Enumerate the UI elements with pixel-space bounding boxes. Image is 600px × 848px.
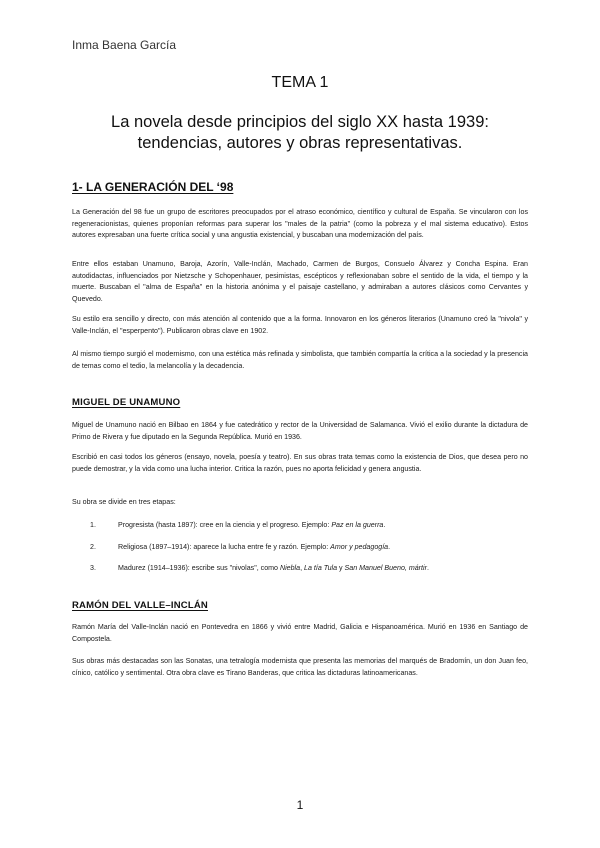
stage-number: 1.: [90, 521, 96, 529]
stage-number: 3.: [90, 564, 96, 572]
stage-text: Progresista (hasta 1897): cree en la ciencia y el progreso. Ejemplo:: [118, 521, 332, 529]
stage-text: Madurez (1914–1936): escribe sus "nivolas", como: [118, 564, 280, 572]
stage-text: Religiosa (1897–1914): aparece la lucha entre fe y razón. Ejemplo:: [118, 543, 331, 551]
title-line-2: tendencias, autores y obras representativas.: [137, 134, 463, 152]
tema-label: TEMA 1: [271, 74, 329, 91]
paragraph-generacion-style: Su estilo era sencillo y directo, con más atención al contenido que a la forma. Innovaron en los géneros literarios (Unamuno creó la "nivola" y Valle-Inclán, el "esperpento"). Publicaron obras clave en 1902.: [72, 315, 528, 335]
author-header: Inma Baena García: [72, 38, 177, 52]
stage-end: .: [383, 521, 386, 529]
paragraph-generacion-intro: La Generación del 98 fue un grupo de escritores preocupados por el atraso económico, científico y cultural de España. Se vincularon con los regeneracionistas, quienes proponían reformas para superar los "males de la patria" (como la pobreza y el mal sistema educativo). Estos autores expresaban una fuerte crítica social y una angustia existencial, y buscaban una modernización del país.: [72, 208, 528, 240]
paragraph-unamuno-works: Escribió en casi todos los géneros (ensayo, novela, poesía y teatro). En sus obras trata temas como la existencia de Dios, que desea pero no puede demostrar, y la vida como una lucha interior. Critica la razón, pues no aporta felicidad y genera angustia.: [72, 453, 528, 473]
stage-end: .: [426, 564, 429, 572]
paragraph-unamuno-stages-intro: Su obra se divide en tres etapas:: [72, 498, 176, 506]
stage-separator: ,: [300, 564, 305, 572]
subsection-heading-valle-inclan: RAMÓN DEL VALLE–INCLÁN: [72, 600, 208, 611]
document-title: [60, 112, 540, 154]
stage-number: 2.: [90, 543, 96, 551]
stage-work-title: La tía Tula: [304, 564, 338, 572]
section-heading-generacion-98: 1- LA GENERACIÓN DEL ‘98: [72, 180, 234, 194]
stage-work-title: Niebla: [279, 564, 301, 572]
stage-end: .: [388, 543, 391, 551]
paragraph-valle-works: Sus obras más destacadas son las Sonatas, una tetralogía modernista que presenta las memorias del marqués de Bradomín, un don Juan feo, cínico, católico y sentimental. Otra obra clave es Tirano Banderas, que critica las dictaduras latinoamericanas.: [72, 657, 528, 677]
paragraph-modernismo: Al mismo tiempo surgió el modernismo, con una estética más refinada y simbolista, que también compartía la crítica a la sociedad y la presencia de temas como el tedio, la melancolía y la decadencia.: [72, 350, 528, 370]
paragraph-valle-bio: Ramón María del Valle-Inclán nació en Pontevedra en 1866 y vivió entre Madrid, Galicia e Hispanoamérica. Murió en 1936 en Santiago de Compostela.: [72, 623, 528, 643]
stage-work-title: Paz en la guerra: [331, 521, 384, 529]
title-line-1: La novela desde principios del siglo XX hasta 1939:: [111, 113, 489, 131]
subsection-heading-unamuno: MIGUEL DE UNAMUNO: [72, 397, 181, 408]
stage-separator: y: [337, 564, 345, 572]
stage-work-title: Amor y pedagogía: [330, 543, 389, 551]
paragraph-generacion-authors: Entre ellos estaban Unamuno, Baroja, Azorín, Valle-Inclán, Machado, Carmen de Burgos, Consuelo Álvarez y Concha Espina. Eran autodidactas, influenciados por Nietzsche y Schopenhauer, pesimistas, escépticos y reflexionaban sobre el sentido de la vida, el tiempo y la muerte. Buscaban el "alma de España" en la historia anónima y el paisaje castellano, y admiraban a autores clásicos como Cervantes y Quevedo.: [72, 260, 528, 303]
stage-work-title: San Manuel Bueno, mártir: [344, 564, 427, 572]
paragraph-unamuno-bio: Miguel de Unamuno nació en Bilbao en 1864 y fue catedrático y rector de la Universidad de Salamanca. Vivió el exilio durante la dictadura de Primo de Rivera y fue diputado en la Segunda República. Murió en 1936.: [72, 421, 528, 441]
page-number: 1: [296, 798, 304, 812]
